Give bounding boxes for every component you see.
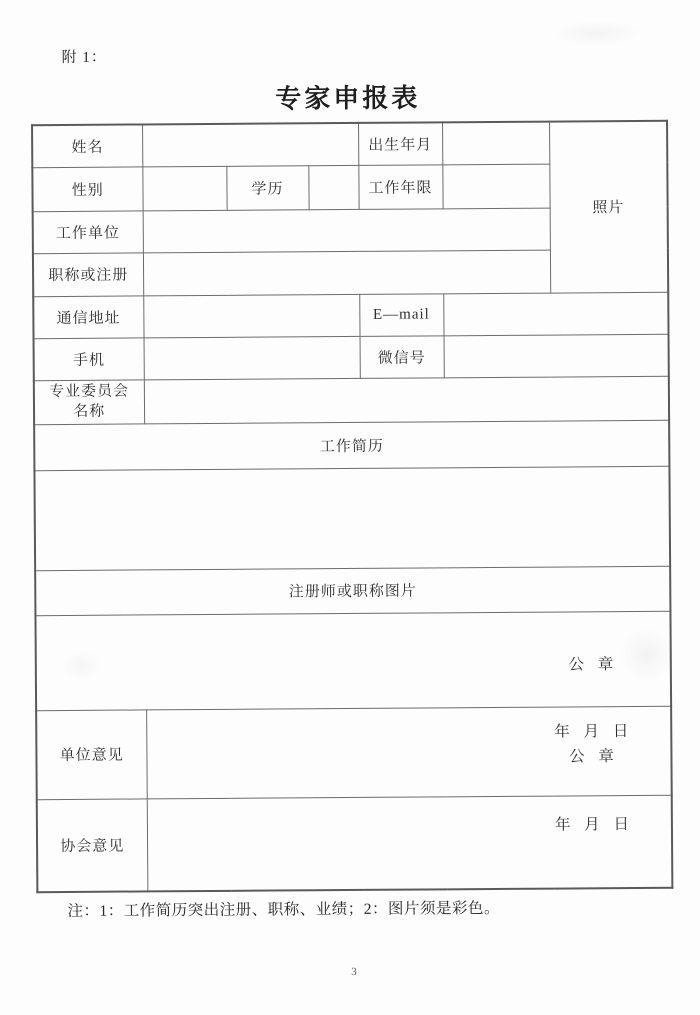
page-title: 专家申报表 bbox=[275, 82, 421, 114]
name-label: 姓名 bbox=[32, 124, 142, 167]
row-mobile-wechat bbox=[34, 334, 669, 380]
work-resume-body-cell bbox=[34, 466, 670, 570]
unit-opinion-label: 单位意见 bbox=[36, 709, 147, 799]
education-value-cell bbox=[308, 165, 358, 209]
row-images-header bbox=[35, 566, 670, 615]
wechat-label: 微信号 bbox=[360, 335, 444, 378]
seal-label: 公 章 bbox=[569, 748, 616, 766]
page-number: 3 bbox=[351, 965, 357, 979]
work-years-label: 工作年限 bbox=[358, 164, 442, 209]
work-years-value-cell bbox=[442, 164, 549, 209]
title-or-registration-label: 职称或注册 bbox=[33, 252, 143, 296]
images-header: 注册师或职称图片 bbox=[35, 566, 670, 615]
committee-name-value-cell bbox=[144, 376, 669, 424]
photo-cell: 照片 bbox=[549, 121, 668, 293]
gender-value-cell bbox=[142, 166, 226, 211]
association-seal-block bbox=[554, 701, 631, 881]
seal-label: 公 章 bbox=[568, 655, 616, 674]
footnote: 注：1：工作简历突出注册、职称、业绩；2：图片须是彩色。 bbox=[67, 899, 501, 920]
title-or-registration-value-cell bbox=[143, 250, 550, 296]
seal-date-label: 年 月 日 bbox=[554, 723, 631, 741]
scan-smudge bbox=[552, 20, 642, 47]
committee-name-line1: 专业委员会 bbox=[49, 383, 130, 400]
association-opinion-body-cell bbox=[147, 748, 673, 892]
email-label: E—mail bbox=[359, 293, 443, 336]
association-opinion-label: 协会意见 bbox=[37, 798, 148, 892]
birth-date-label: 出生年月 bbox=[358, 122, 442, 165]
email-value-cell bbox=[443, 292, 668, 336]
row-resume-body bbox=[34, 466, 670, 570]
row-committee-name bbox=[34, 376, 669, 424]
mobile-value-cell bbox=[144, 336, 360, 380]
row-address-email bbox=[33, 292, 668, 338]
seal-date-label: 年 月 日 bbox=[554, 815, 632, 834]
work-unit-value-cell bbox=[143, 208, 550, 253]
wechat-value-cell bbox=[444, 334, 669, 378]
attachment-label: 附 1： bbox=[61, 49, 107, 67]
birth-date-value-cell bbox=[442, 122, 549, 165]
mailing-address-value-cell bbox=[143, 294, 359, 338]
name-value-cell bbox=[142, 123, 358, 167]
row-name-birth bbox=[32, 121, 667, 167]
committee-name-line2: 名称 bbox=[73, 403, 106, 420]
gender-label: 性别 bbox=[32, 166, 142, 211]
education-label: 学历 bbox=[226, 165, 308, 210]
row-resume-header bbox=[34, 420, 669, 470]
mailing-address-label: 通信地址 bbox=[33, 295, 143, 338]
committee-name-label bbox=[34, 379, 144, 424]
row-association-opinion bbox=[37, 795, 673, 892]
mobile-label: 手机 bbox=[34, 337, 144, 380]
expert-application-table bbox=[31, 120, 673, 893]
work-resume-header: 工作简历 bbox=[34, 420, 669, 470]
work-unit-label: 工作单位 bbox=[33, 210, 143, 253]
